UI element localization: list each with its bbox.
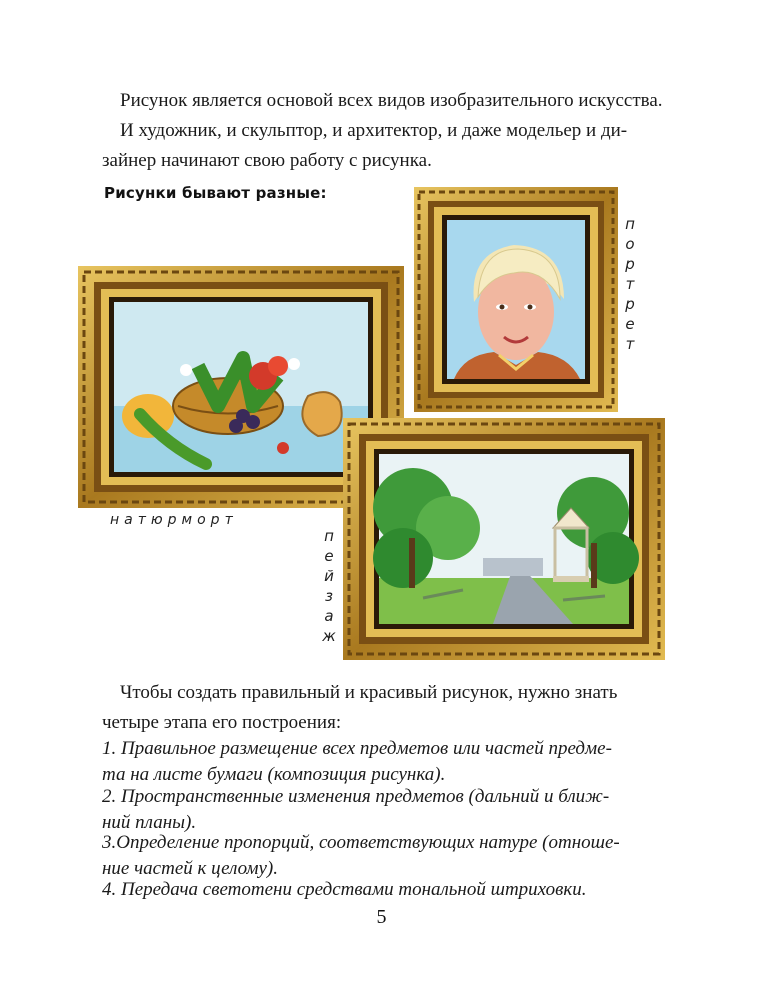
landscape-caption-letter: е — [324, 547, 334, 565]
portrait-caption-letter: т — [625, 335, 635, 353]
landscape-caption-letter: ж — [322, 627, 336, 645]
landscape-caption-letter: п — [324, 527, 334, 545]
landscape-caption-letter: а — [324, 607, 334, 625]
intro-line-2: И художник, и скульптор, и архитектор, и даже модельер и ди- — [120, 120, 628, 141]
landscape-caption — [321, 526, 337, 646]
portrait-caption-letter: т — [625, 275, 635, 293]
landscape-picture — [343, 418, 665, 660]
portrait-caption — [622, 214, 638, 354]
step-1-line-1: 1. Правильное размещение всех предметов или частей предме- — [102, 738, 612, 759]
still-life-caption: натюрморт — [110, 512, 238, 528]
step-item-1 — [102, 736, 674, 788]
page-number: 5 — [376, 906, 387, 928]
intro-line-3: зайнер начинают свою работу с рисунка. — [102, 150, 432, 171]
step-item-2 — [102, 784, 674, 836]
portrait-caption-letter: о — [625, 235, 635, 253]
step-2-line-1: 2. Пространственные изменения предметов (дальний и ближ- — [102, 786, 610, 807]
portrait-caption-letter: р — [625, 295, 635, 313]
portrait-picture — [414, 187, 618, 412]
intro-paragraph — [102, 86, 672, 176]
step-3-line-2: ние частей к целому). — [102, 858, 279, 879]
step-4-line-1: 4. Передача светотени средствами тональной штриховки. — [102, 879, 587, 900]
steps-intro-line-2: четыре этапа его построения: — [102, 712, 342, 733]
steps-intro-line-1: Чтобы создать правильный и красивый рисунок, нужно знать — [120, 682, 618, 703]
step-3-line-1: 3.Определение пропорций, соответствующих натуре (отноше- — [102, 832, 620, 853]
step-item-3 — [102, 830, 674, 882]
landscape-caption-letter: й — [324, 567, 334, 585]
intro-line-1: Рисунок является основой всех видов изобразительного искусства. — [120, 90, 663, 111]
step-2-line-2: ний планы). — [102, 812, 197, 833]
drawings-subheading: Рисунки бывают разные: — [104, 184, 327, 202]
landscape-caption-letter: з — [325, 587, 333, 605]
portrait-caption-letter: п — [625, 215, 635, 233]
steps-intro-paragraph — [102, 678, 672, 738]
step-1-line-2: та на листе бумаги (композиция рисунка). — [102, 764, 446, 785]
portrait-caption-letter: е — [625, 315, 635, 333]
step-item-4 — [102, 877, 674, 903]
portrait-caption-letter: р — [625, 255, 635, 273]
